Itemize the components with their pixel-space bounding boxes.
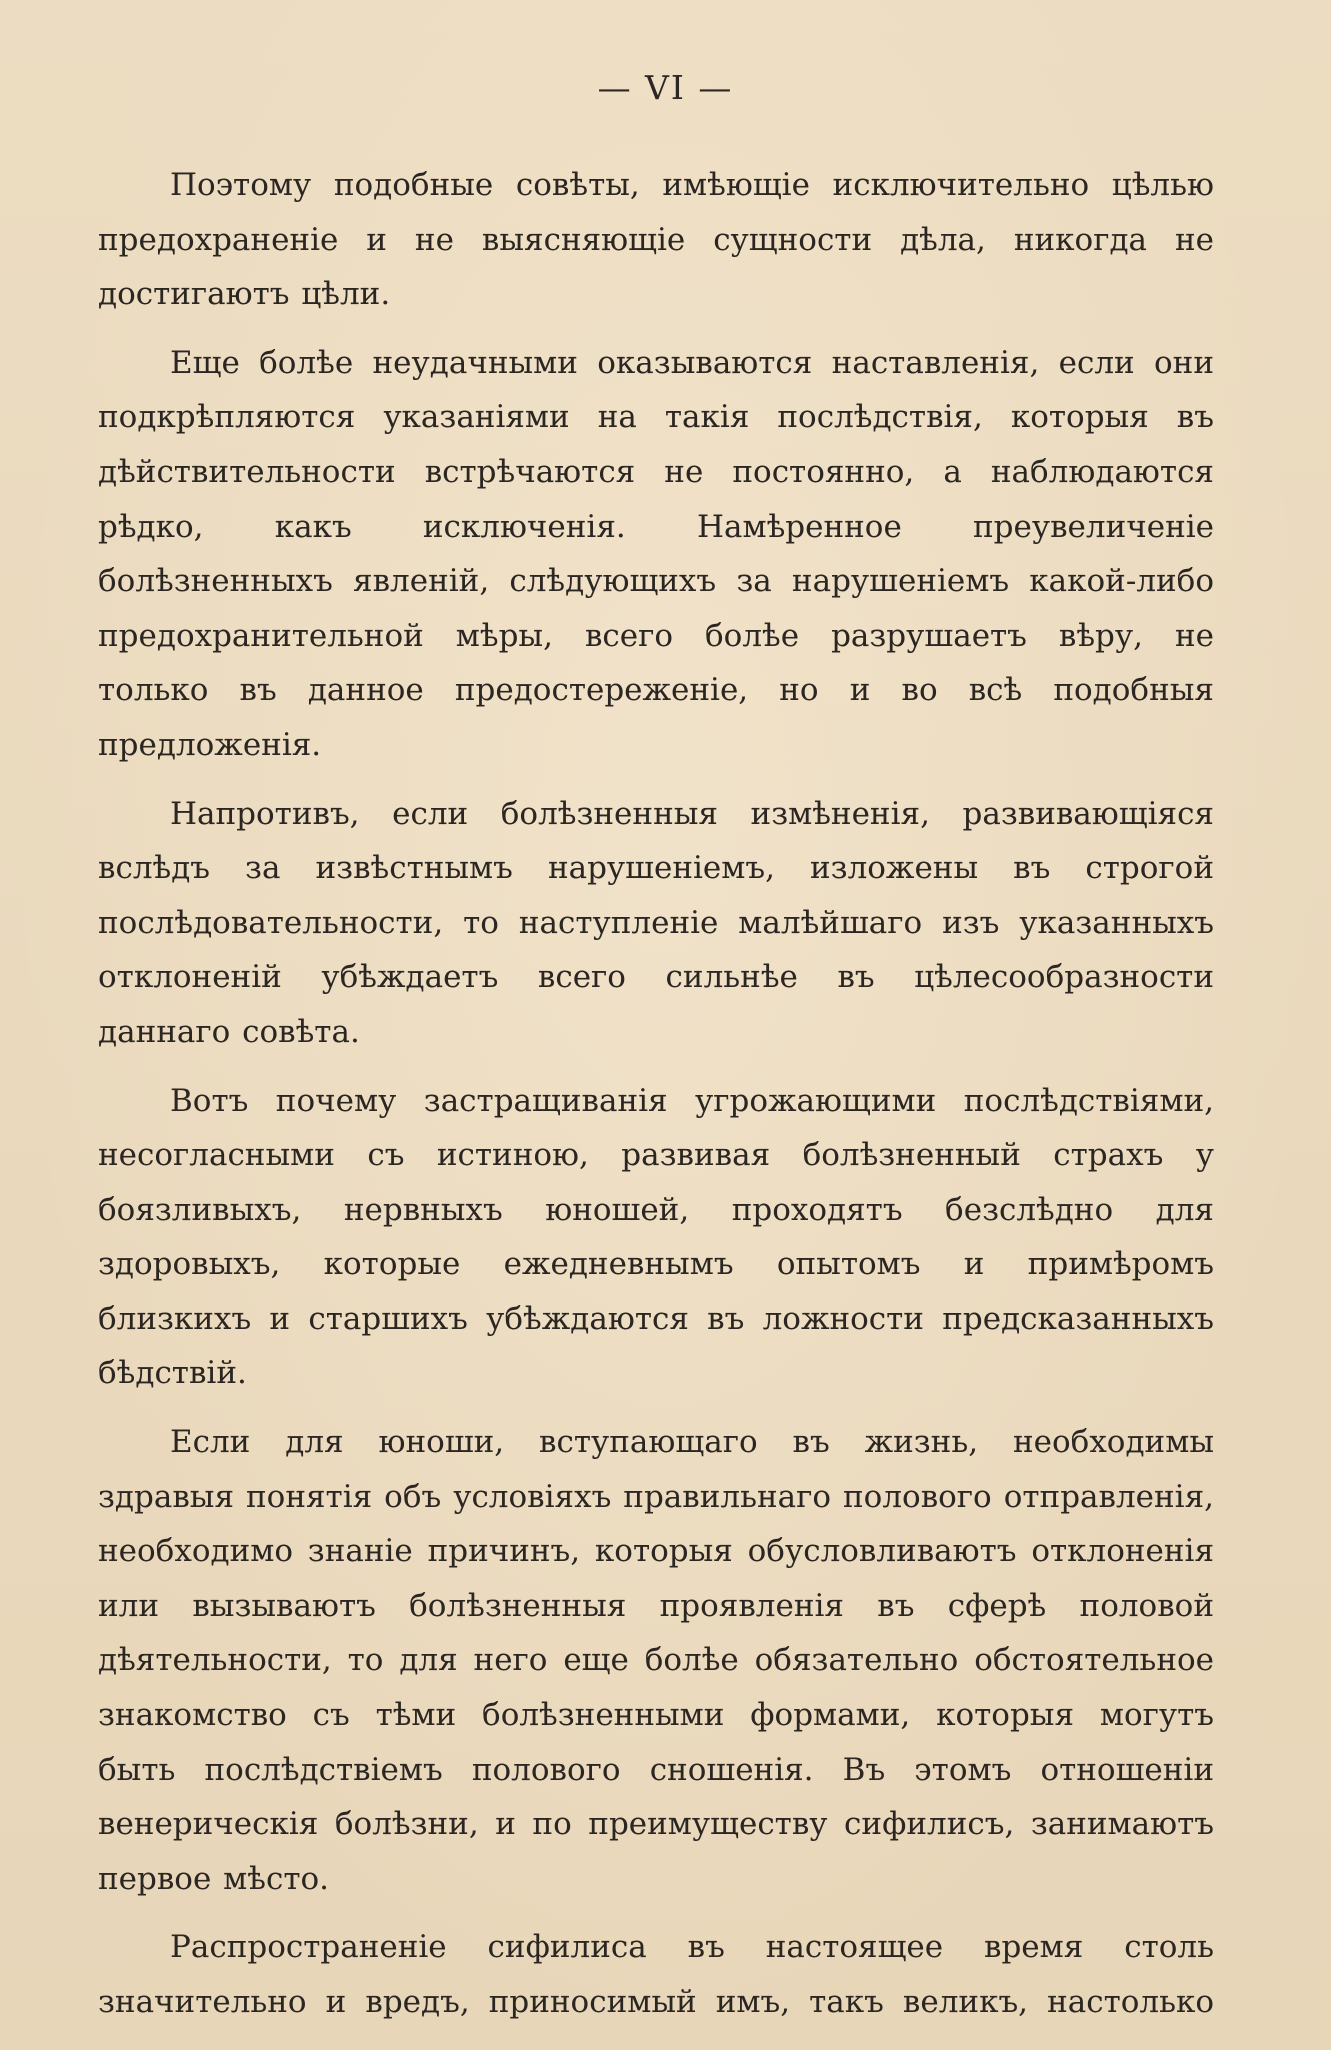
paragraph-2: Еще болѣе неудачными оказываются наставленія, если они подкрѣпляются указаніями на такія послѣдствія, которыя въ дѣйствительности встрѣчаются не постоянно, а наблюдаются рѣдко, какъ исключенія. Намѣренное преувеличеніе болѣзненныхъ явленій, слѣдующихъ за нарушеніемъ какой-либо предохранительной мѣры, всего болѣе разрушаетъ вѣру, не только въ данное предостереженіе, но и во всѣ подобныя предложенія.	[98, 344, 1214, 763]
paragraph-5: Если для юноши, вступающаго въ жизнь, необходимы здравыя понятія объ условіяхъ правильнаго полового отправленія, необходимо знаніе причинъ, которыя обусловливаютъ отклоненія или вызываютъ болѣзненныя проявленія въ сферѣ половой дѣятельности, то для него еще болѣе обязательно обстоятельное знакомство съ тѣми болѣзненными формами, которыя могутъ быть послѣдствіемъ полового сношенія. Въ этомъ отношеніи венерическія болѣзни, и по преимуществу сифилисъ, занимаютъ первое мѣсто.	[98, 1424, 1214, 1897]
paragraph-1: Поэтому подобные совѣты, имѣющіе исключительно цѣлью предохраненіе и не выясняющіе сущности дѣла, никогда не достигаютъ цѣли.	[98, 167, 1214, 313]
paragraph-3: Напротивъ, если болѣзненныя измѣненія, развивающіяся вслѣдъ за извѣстнымъ нарушеніемъ, изложены въ строгой послѣдовательности, то наступленіе малѣйшаго изъ указанныхъ отклоненій убѣждаетъ всего сильнѣе въ цѣлесообразности даннаго совѣта.	[98, 795, 1214, 1050]
paragraph-4: Вотъ почему застращиванія угрожающими послѣдствіями, несогласными съ истиною, развивая болѣзненный страхъ у боязливыхъ, нервныхъ юношей, проходятъ безслѣдно для здоровыхъ, которые ежедневнымъ опытомъ и примѣромъ близкихъ и старшихъ убѣждаются въ ложности предсказанныхъ бѣдствій.	[98, 1082, 1214, 1392]
paragraph-6: Распространеніе сифилиса въ настоящее время столь значительно и вредъ, приносимый имъ, такъ великъ, настолько	[98, 1929, 1214, 2020]
page-number: — VI —	[597, 68, 734, 107]
body-text	[98, 158, 1214, 2044]
